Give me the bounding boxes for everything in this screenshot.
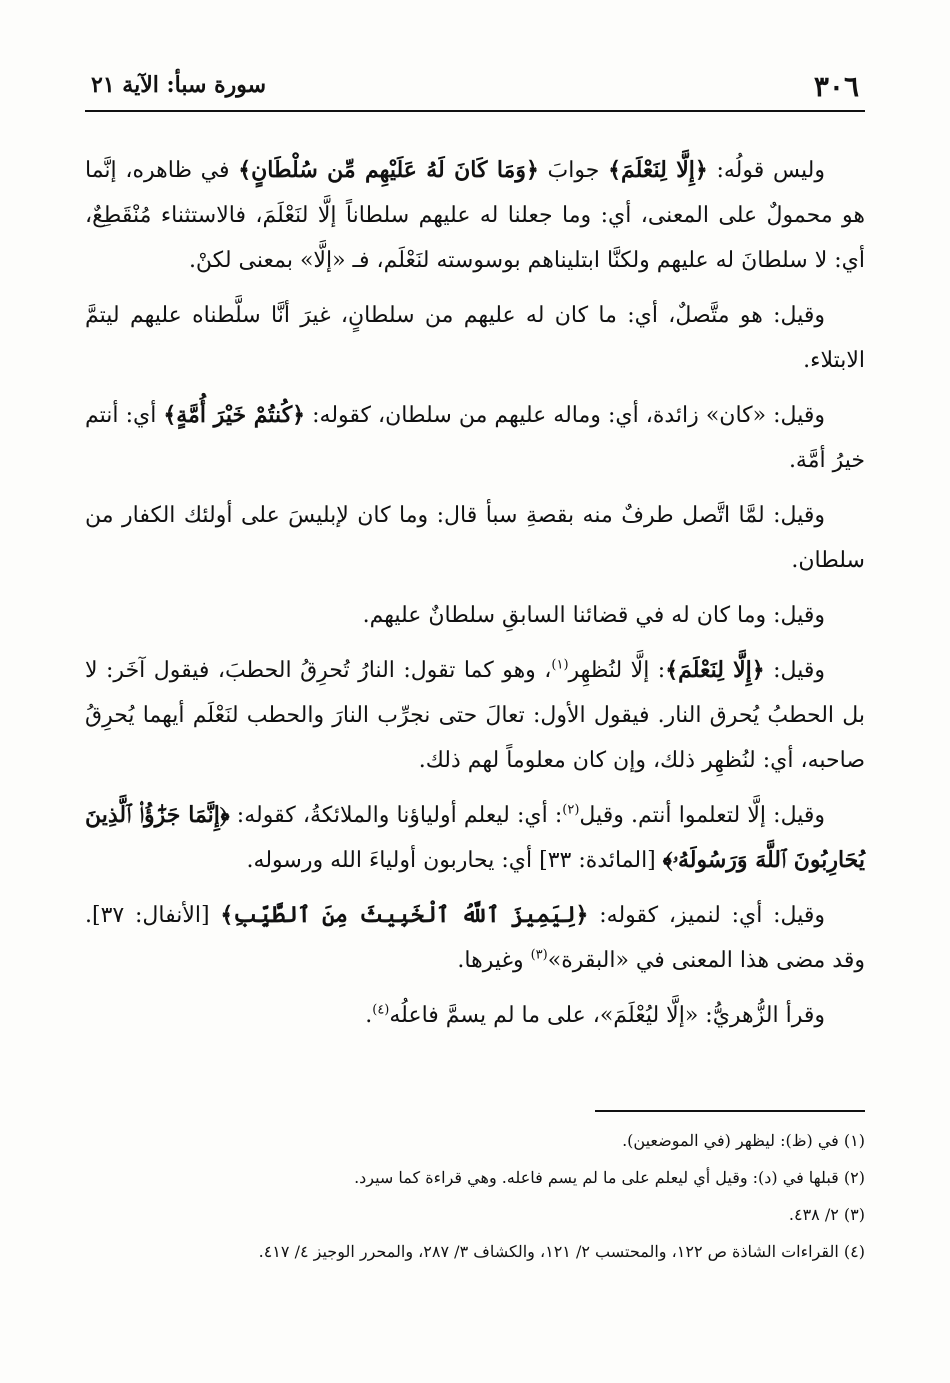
footnote-ref: (٢): [562, 802, 580, 818]
footnote: (٤) القراءات الشاذة ص ١٢٢، والمحتسب ٢/ ١٢١، والكشاف ٣/ ٢٨٧، والمحرر الوجيز ٤/ ٤١٧.: [258, 1242, 865, 1261]
page-header: [85, 60, 865, 112]
footnote: (١) في (ظ): ليظهر (في الموضعين).: [622, 1131, 865, 1150]
page-number: ٣٠٦: [813, 70, 859, 103]
footnote: (٣) ٢/ ٤٣٨.: [788, 1205, 865, 1224]
body-text: [85, 148, 865, 1048]
paragraph: وقيل: إلَّا لتعلموا أنتم. وقيل$^{(٢)}$: أي: ليعلم أولياؤنا والملائكةُ، كقوله: ﴿إِنَّمَا جَزَٰٓؤُا۟ ٱلَّذِينَ يُحَارِبُونَ ٱللَّهَ وَرَسُولَهُۥ﴾ [المائدة: ٣٣] أي: يحاربون أولياءَ الله ورسوله.: [85, 802, 865, 873]
quran-verse: ﴿كُنتُمْ خَيْرَ أُمَّةٍ﴾: [163, 402, 306, 428]
paragraph: وقيل: أي: لنميز، كقوله: ﴿لِيَمِيزَ ٱللَّهُ ٱلْخَبِيثَ مِنَ ٱلطَّيِّبِ﴾ [الأنفال: ٣٧]. وقد مضى هذا المعنى في «البقرة»$^{(٣)}$ وغيرها.: [85, 902, 865, 973]
quran-verse: ﴿وَمَا كَانَ لَهُ عَلَيْهِم مِّن سُلْطَانٍ﴾: [238, 157, 539, 183]
paragraph: وقيل: لمَّا اتَّصل طرفٌ منه بقصةِ سبأ قال: وما كان لإبليسَ على أولئك الكفار من سلطان.: [85, 503, 865, 573]
paragraph: وقيل: «كان» زائدة، أي: وماله عليهم من سلطان، كقوله: ﴿كُنتُمْ خَيْرَ أُمَّةٍ﴾ أي: أنتم خيرُ أمَّة.: [85, 402, 865, 473]
paragraph: وقيل: ﴿إِلَّا لِنَعْلَمَ﴾: إلَّا لنُظهِر$^{(١)}$، وهو كما تقول: النارُ تُحرِقُ الحطبَ، فيقول آخَر: لا بل الحطبُ يُحرق النار. فيقول الأول: تعالَ حتى نجرِّب النارَ والحطب لنَعْلَم أيهما يُحرِقُ صاحبه، أي: لنُظهِر ذلك، وإن كان معلوماً لهم ذلك.: [85, 657, 865, 773]
quran-verse: ﴿لِيَمِيزَ ٱللَّهُ ٱلْخَبِيثَ مِنَ ٱلطَّيِّبِ﴾: [220, 902, 589, 928]
footnote-ref: (٣): [530, 947, 548, 963]
paragraph: وقيل: هو متَّصلٌ، أي: ما كان له عليهم من سلطانٍ، غيرَ أنَّا سلَّطناه عليهم ليتمَّ الابتلاء.: [85, 303, 865, 373]
paragraph: وليس قولُه: ﴿إِلَّا لِنَعْلَمَ﴾ جوابَ ﴿وَمَا كَانَ لَهُ عَلَيْهِم مِّن سُلْطَانٍ﴾ في ظاهره، إنَّما هو محمولٌ على المعنى، أي: وما جعلنا له عليهم سلطاناً إلَّا لنَعْلَمَ، فالاستثناء مُنْقَطِعٌ، أي: لا سلطانَ له عليهم ولكنَّا ابتليناهم بوسوسته لنَعْلَم، فـ «إلَّا» بمعنى لكنْ.: [85, 157, 865, 273]
paragraph: وقرأ الزُّهريُّ: «إلَّا ليُعْلَمَ»، على ما لم يسمَّ فاعلُه$^{(٤)}$.: [365, 1002, 825, 1028]
running-title: سورة سبأ: الآية ٢١: [91, 72, 267, 98]
footnote: (٢) قبلها في (د): وقيل أي ليعلم على ما لم يسم فاعله. وهي قراءة كما سيرد.: [354, 1168, 865, 1187]
page: [85, 60, 865, 1360]
footnotes: [85, 1130, 865, 1278]
footnote-ref: (١): [551, 657, 569, 673]
quran-verse: ﴿إِلَّا لِنَعْلَمَ﴾: [608, 157, 708, 183]
quran-verse: ﴿إِلَّا لِنَعْلَمَ﴾: [665, 657, 765, 683]
paragraph: وقيل: وما كان له في قضائنا السابقِ سلطانٌ عليهم.: [362, 603, 825, 628]
quran-verse: ﴿إِنَّمَا جَزَٰٓؤُا۟ ٱلَّذِينَ يُحَارِبُونَ ٱللَّهَ وَرَسُولَهُۥ﴾: [85, 802, 865, 873]
footnote-divider: [595, 1110, 865, 1112]
footnote-ref: (٤): [372, 1002, 390, 1018]
